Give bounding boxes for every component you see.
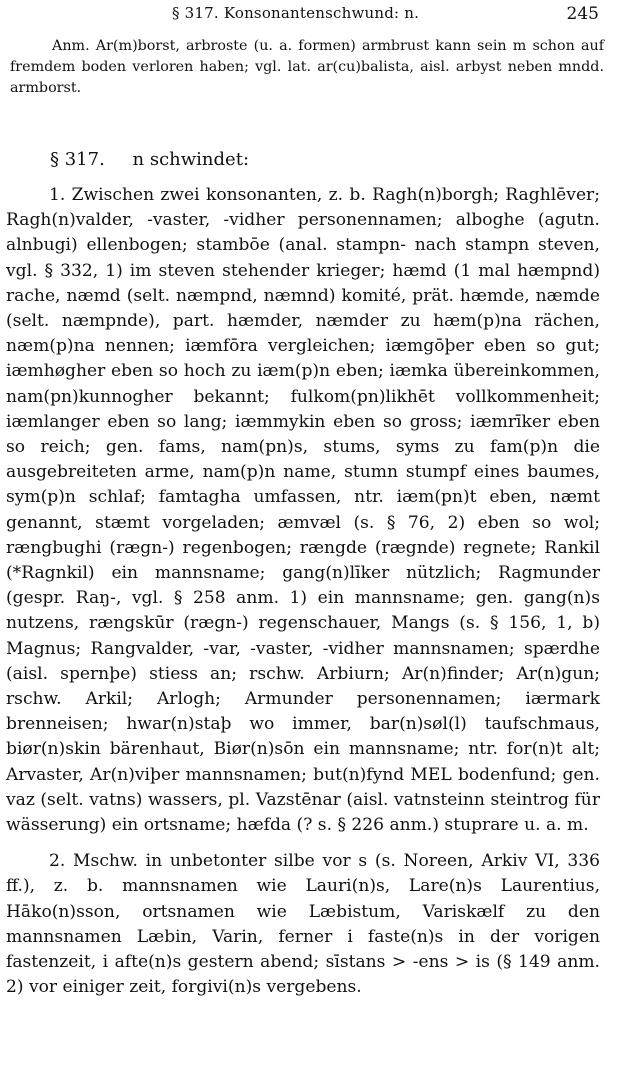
paragraph-1: 1. Zwischen zwei konsonanten, z. b. Ragh(n)borgh; Raghlēver; Ragh(n)valder, -vaster, -vidher personennamen; alboghe (agutn. alnbugi) ellenbogen; stambōe (anal. stampn- nach stampn steven, vgl. § 332, 1) im steven stehender krieger; hæmd (1 mal hæmpnd) rache, næmd (selt. næmpnd, næmnd) komité, prät. hæmde, næmde (selt. næmpnde), part. hæmder, næmder zu hæm(p)na rächen, næm(p)na nennen; iæmfōra vergleichen; iæmgōþer eben so gut; iæmhøgher eben so hoch zu iæm(p)n eben; iæmka übereinkommen, nam(pn)kunnogher bekannt; fulkom(pn)likhēt vollkommenheit; iæmlanger eben so lang; iæmmykin eben so gross; iæmrīker eben so reich; gen. fams, nam(pn)s, stums, syms zu fam(p)n die ausgebreiteten arme, nam(p)n name, stumn stumpf eines baumes, sym(p)n schlaf; famtagha umfassen, ntr. iæm(pn)t eben, næmt genannt, stæmt vorgeladen; æmvæl (s. § 76, 2) eben so wol; rængbughi (rægn-) regenbogen; rængde (rægnde) regnete; Rankil (*Ragnkil) ein mannsname; gang(n)līker nützlich; Ragmunder (gespr. Raŋ-, vgl. § 258 anm. 1) ein mannsname; gen. gang(n)s nutzens, rængskūr (rægn-) regenschauer, Mangs (s. § 156, 1, b) Magnus; Rangvalder, -var, -vaster, -vidher mannsnamen; spærdhe (aisl. spernþe) stiess an; rschw. Arbiurn; Ar(n)finder; Ar(n)gun; rschw. Arkil; Arlogh; Armunder personennamen; iærmark brenneisen; hwar(n)staþ wo immer, bar(n)søl(l) taufschmaus, biør(n)skin bärenhaut, Biør(n)sōn ein mannsname; ntr. for(n)t alt; Arvaster, Ar(n)viþer mannsnamen; but(n)fynd MEL bodenfund; gen. vaz (selt. vatns) wassers, pl. Vazstēnar (aisl. vatnsteinn steintrog für wässerung) ein ortsname; hæfda (? s. § 226 anm.) stuprare u. a. m.: [6, 185, 600, 836]
section-heading: [50, 149, 249, 170]
section-title: n schwindet:: [132, 149, 250, 170]
running-title: § 317. Konsonantenschwund: n.: [172, 4, 420, 22]
note-paragraph: Anm. Ar(m)borst, arbroste (u. a. formen) armbrust kann sein m schon auf fremdem boden verloren haben; vgl. lat. ar(cu)balista, aisl. arbyst neben mndd. armborst.: [10, 38, 604, 96]
section-symbol: § 317.: [50, 149, 105, 170]
page-number: 245: [566, 4, 599, 24]
note-block: [10, 36, 604, 99]
paragraph-2: 2. Mschw. in unbetonter silbe vor s (s. Noreen, Arkiv VI, 336 ff.), z. b. mannsnamen wie Lauri(n)s, Lare(n)s Laurentius, Hāko(n)sson, ortsnamen wie Læbistum, Variskælf zu den mannsnamen Læbin, Varin, ferner i faste(n)s in der vorigen fastenzeit, i afte(n)s gestern abend; sīstans > -ens > is (§ 149 anm. 2) vor einiger zeit, forgivi(n)s vergebens.: [6, 851, 600, 998]
running-head: [0, 4, 621, 24]
section-body: [6, 183, 600, 1001]
